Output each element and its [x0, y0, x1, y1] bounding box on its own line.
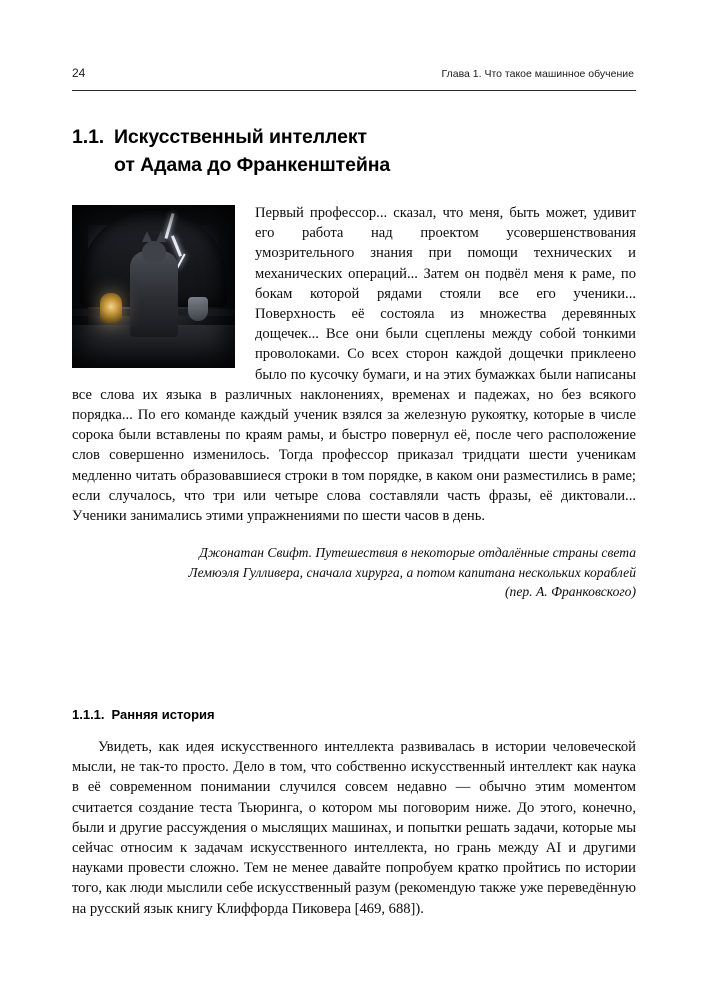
- section-title-line-2: от Адама до Франкенштейна: [114, 153, 391, 176]
- subsection-number: 1.1.1.: [72, 707, 105, 722]
- section-heading: [72, 124, 636, 179]
- running-head-divider: [72, 90, 636, 91]
- running-head: [72, 66, 636, 80]
- epigraph-text: Первый профессор... сказал, что меня, быть может, удивит его работа над проектом усовершенствования умозрительного знания при помощи технических и механических операций... Затем он подвёл меня к раме, по бокам которой рядами стояли все его ученики... Поверхность её состояла из множества деревянных дощечек... Все они были сцеплены между собой тонкими проволоками. Со всех сторон каждой дощечки приклеено было по кусочку бумаги, и на этих бумажках были написаны все слова их языка в различных наклонениях, временах и падежах, но без всякого порядка... По его команде каждый ученик взялся за железную рукоятку, которые в числе сорока были вставлены по краям рамы, и быстро повернул её, после чего расположение слов совершенно изменилось. Тогда профессор приказал тридцати шести ученикам медленно читать образовавшиеся строки в том порядке, в каком они разместились в раме; если случалось, что три или четыре слова составляли часть фразы, её диктовали... Ученики занимались этими упражнениями по шести часов в день.: [72, 205, 636, 525]
- subsection-title: Ранняя история: [111, 707, 215, 722]
- subsection-heading: [72, 707, 215, 722]
- running-head-chapter-title: Глава 1. Что такое машинное обучение: [441, 68, 634, 80]
- section-title-line-1: Искусственный интеллект: [114, 126, 367, 148]
- illustration-vignette: [72, 205, 235, 368]
- illustration-cat-scientist-laboratory-lightning: [72, 205, 235, 368]
- body-paragraph: Увидеть, как идея искусственного интеллекта развивалась в истории человеческой мысли, не так-то просто. Дело в том, что собственно искусственный интеллект как наука в её современном понимании случился совсем недавно — обычно этим моментом считается создание теста Тьюринга, о котором мы поговорим ниже. До этого, конечно, были и другие рассуждения о мыслящих машинах, и попытки решать задачи, которые мы сейчас относим к задачам искусственного интеллекта, но грань между AI и другими науками провести сложно. Тем не менее давайте попробуем кратко пройтись по истории того, как люди мыслили себе искусственный разум (рекомендую также уже переведённую на русский язык книгу Клиффорда Пиковера [469, 688]).: [72, 739, 636, 917]
- page-number: 24: [72, 66, 86, 80]
- section-number: 1.1.: [72, 126, 105, 148]
- epigraph-block: [72, 203, 636, 601]
- epigraph-attribution: Джонатан Свифт. Путешествия в некоторые отдалённые страны света Лемюэля Гулливера, сначала хирурга, а потом капитана нескольких кораблей (пер. А. Франковского): [188, 545, 636, 599]
